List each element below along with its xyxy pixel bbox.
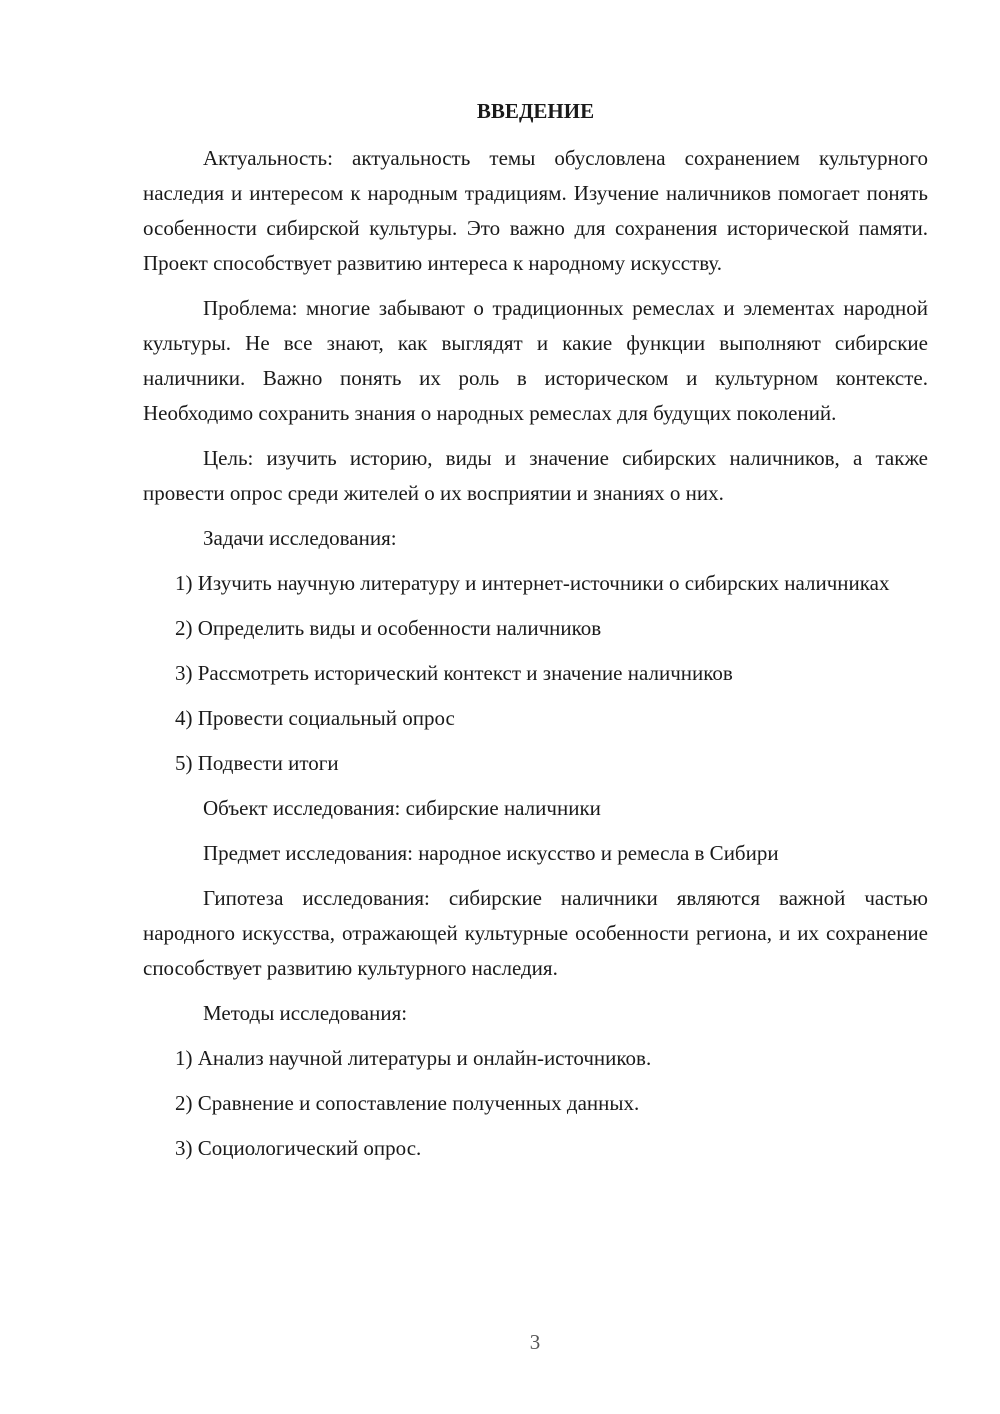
page-title: ВВЕДЕНИЕ xyxy=(476,99,595,123)
list-item: 2) Определить виды и особенности наличников xyxy=(175,616,602,640)
page-number: 3 xyxy=(529,1330,541,1354)
list-item: 3) Социологический опрос. xyxy=(175,1136,422,1160)
problem-paragraph: Проблема: многие забывают о традиционных ремеслах и элементах народной культуры. Не все знают, как выглядят и какие функции выполняют сибирские наличники. Важно понять их роль в историческом и культурном контексте. Необходимо сохранить знания о народных ремеслах для будущих поколений. xyxy=(143,296,928,425)
subject-line: Предмет исследования: народное искусство и ремесла в Сибири xyxy=(203,841,779,865)
list-item: 1) Изучить научную литературу и интернет-источники о сибирских наличниках xyxy=(175,571,890,595)
list-item: 5) Подвести итоги xyxy=(175,751,339,775)
list-item: 3) Рассмотреть исторический контекст и значение наличников xyxy=(175,661,733,685)
tasks-heading: Задачи исследования: xyxy=(203,526,397,550)
object-line: Объект исследования: сибирские наличники xyxy=(203,796,601,820)
relevance-paragraph: Актуальность: актуальность темы обусловлена сохранением культурного наследия и интересом к народным традициям. Изучение наличников помогает понять особенности сибирской культуры. Это важно для сохранения исторической памяти. Проект способствует развитию интереса к народному искусству. xyxy=(143,146,928,275)
methods-list xyxy=(143,1041,928,1166)
hypothesis-paragraph: Гипотеза исследования: сибирские наличники являются важной частью народного искусства, отражающей культурные особенности региона, и их сохранение способствует развитию культурного наследия. xyxy=(143,886,928,980)
list-item: 1) Анализ научной литературы и онлайн-источников. xyxy=(175,1046,652,1070)
list-item: 4) Провести социальный опрос xyxy=(175,706,455,730)
goal-paragraph: Цель: изучить историю, виды и значение сибирских наличников, а также провести опрос среди жителей о их восприятии и знаниях о них. xyxy=(143,446,928,505)
document-page xyxy=(143,94,928,1176)
tasks-list xyxy=(143,566,928,781)
list-item: 2) Сравнение и сопоставление полученных данных. xyxy=(175,1091,640,1115)
methods-heading: Методы исследования: xyxy=(203,1001,408,1025)
